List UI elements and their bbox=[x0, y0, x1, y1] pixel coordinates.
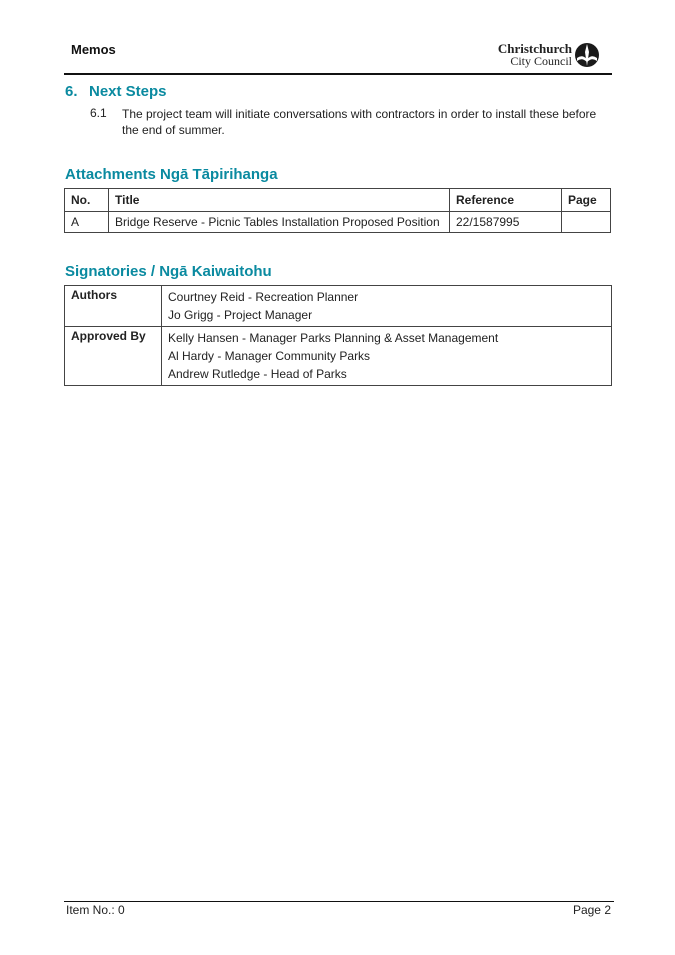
footer-item-number: Item No.: 0 bbox=[66, 903, 125, 917]
approvers-list bbox=[162, 327, 612, 386]
attachments-table bbox=[64, 188, 611, 233]
column-header-page: Page bbox=[562, 189, 611, 212]
logo-text-line2: City Council bbox=[510, 54, 572, 68]
column-header-no: No. bbox=[65, 189, 109, 212]
step-number: 6.1 bbox=[90, 106, 107, 120]
authors-list bbox=[162, 286, 612, 327]
footer-page-number: Page 2 bbox=[572, 903, 611, 917]
approver-name: Kelly Hansen - Manager Parks Planning & Asset Management bbox=[168, 331, 499, 345]
author-name: Jo Grigg - Project Manager bbox=[168, 308, 313, 322]
table-header-row bbox=[65, 189, 611, 212]
signatories-table bbox=[64, 285, 612, 386]
attachment-page bbox=[562, 212, 611, 233]
header-divider bbox=[64, 73, 612, 75]
column-header-reference: Reference bbox=[450, 189, 562, 212]
step-text: The project team will initiate conversations with contractors in order to install these before the end of summer. bbox=[122, 107, 597, 137]
attachment-no: A bbox=[65, 212, 109, 233]
attachment-title: Bridge Reserve - Picnic Tables Installation Proposed Position bbox=[109, 212, 450, 233]
next-steps-heading bbox=[65, 83, 167, 100]
table-row bbox=[65, 327, 612, 386]
attachments-heading: Attachments Ngā Tāpirihanga bbox=[65, 166, 278, 183]
approver-name: Al Hardy - Manager Community Parks bbox=[168, 349, 371, 363]
table-row bbox=[65, 286, 612, 327]
logo-text-line1: Christchurch bbox=[497, 41, 572, 56]
council-logo bbox=[498, 41, 602, 69]
column-header-title: Title bbox=[109, 189, 450, 212]
section-number: 6. bbox=[65, 83, 78, 100]
attachment-reference: 22/1587995 bbox=[450, 212, 562, 233]
authors-label: Authors bbox=[65, 286, 162, 327]
table-row bbox=[65, 212, 611, 233]
author-name: Courtney Reid - Recreation Planner bbox=[168, 290, 359, 304]
signatories-heading: Signatories / Ngā Kaiwaitohu bbox=[65, 263, 272, 280]
footer-divider bbox=[64, 901, 614, 902]
cathedral-logo-icon bbox=[574, 42, 600, 68]
header-title: Memos bbox=[71, 42, 116, 57]
approver-name: Andrew Rutledge - Head of Parks bbox=[168, 367, 347, 381]
approved-by-label: Approved By bbox=[65, 327, 162, 386]
section-title: Next Steps bbox=[89, 83, 167, 100]
